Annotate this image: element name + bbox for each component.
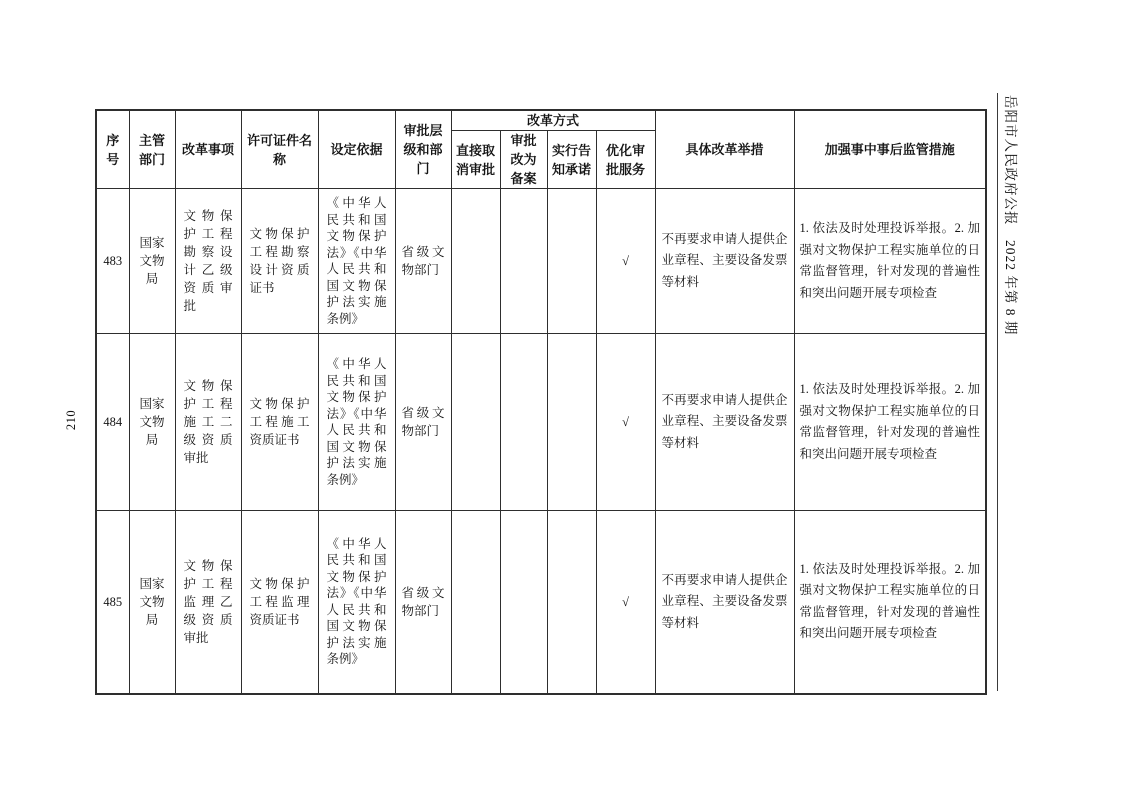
cell-license-name: 文物保护工程监理资质证书 (241, 511, 318, 694)
cell-approval-level: 省级文物部门 (395, 511, 451, 694)
cell-specific-measures: 不再要求申请人提供企业章程、主要设备发票等材料 (655, 334, 794, 511)
header-mode-commitment: 实行告知承诺 (547, 131, 596, 189)
checkmark-optimize: √ (596, 189, 655, 334)
header-mode-optimize: 优化审批服务 (596, 131, 655, 189)
cell-reform-item: 文物保护工程施工二级资质审批 (175, 334, 241, 511)
cell-license-name: 文物保护工程勘察设计资质证书 (241, 189, 318, 334)
cell-approval-level: 省级文物部门 (395, 334, 451, 511)
table-row (96, 334, 986, 511)
cell-supervision-measures: 1. 依法及时处理投诉举报。2. 加强对文物保护工程实施单位的日常监督管理，针对发现的普遍性和突出问题开展专项检查 (794, 189, 986, 334)
header-department: 主管部门 (129, 110, 175, 189)
header-approval-level: 审批层级和部门 (395, 110, 451, 189)
cell-reform-item: 文物保护工程勘察设计乙级资质审批 (175, 189, 241, 334)
reform-items-table (95, 109, 987, 695)
cell-reform-item: 文物保护工程监理乙级资质审批 (175, 511, 241, 694)
cell-specific-measures: 不再要求申请人提供企业章程、主要设备发票等材料 (655, 511, 794, 694)
cell-mode-direct-cancel (451, 511, 500, 694)
cell-mode-commitment (547, 189, 596, 334)
cell-setting-basis: 《中华人民共和国文物保护法》《中华人民共和国文物保护法实施条例》 (318, 334, 395, 511)
header-license-name: 许可证件名称 (241, 110, 318, 189)
cell-mode-direct-cancel (451, 189, 500, 334)
cell-supervision-measures: 1. 依法及时处理投诉举报。2. 加强对文物保护工程实施单位的日常监督管理，针对发现的普遍性和突出问题开展专项检查 (794, 334, 986, 511)
header-serial-number: 序号 (96, 110, 129, 189)
cell-approval-level: 省级文物部门 (395, 189, 451, 334)
cell-mode-direct-cancel (451, 334, 500, 511)
header-reform-item: 改革事项 (175, 110, 241, 189)
header-mode-direct-cancel: 直接取消审批 (451, 131, 500, 189)
sidebar-divider (997, 93, 998, 691)
cell-setting-basis: 《中华人民共和国文物保护法》《中华人民共和国文物保护法实施条例》 (318, 511, 395, 694)
checkmark-optimize: √ (596, 511, 655, 694)
cell-serial-number: 483 (96, 189, 129, 334)
cell-mode-to-record (500, 511, 547, 694)
cell-setting-basis: 《中华人民共和国文物保护法》《中华人民共和国文物保护法实施条例》 (318, 189, 395, 334)
cell-mode-to-record (500, 189, 547, 334)
table-row (96, 189, 986, 334)
cell-serial-number: 485 (96, 511, 129, 694)
cell-department: 国家文物局 (129, 511, 175, 694)
header-setting-basis: 设定依据 (318, 110, 395, 189)
cell-department: 国家文物局 (129, 334, 175, 511)
cell-department: 国家文物局 (129, 189, 175, 334)
cell-specific-measures: 不再要求申请人提供企业章程、主要设备发票等材料 (655, 189, 794, 334)
cell-license-name: 文物保护工程施工资质证书 (241, 334, 318, 511)
checkmark-optimize: √ (596, 334, 655, 511)
header-mode-to-record: 审批改为备案 (500, 131, 547, 189)
table-row (96, 511, 986, 694)
cell-supervision-measures: 1. 依法及时处理投诉举报。2. 加强对文物保护工程实施单位的日常监督管理，针对发现的普遍性和突出问题开展专项检查 (794, 511, 986, 694)
gazette-title-sidebar: 岳阳市人民政府公报 2022 年第 8 期 (1003, 95, 1018, 336)
page-number: 210 (64, 409, 78, 431)
header-specific-measures: 具体改革举措 (655, 110, 794, 189)
header-reform-mode-group: 改革方式 (451, 110, 655, 131)
cell-mode-to-record (500, 334, 547, 511)
cell-mode-commitment (547, 334, 596, 511)
cell-mode-commitment (547, 511, 596, 694)
cell-serial-number: 484 (96, 334, 129, 511)
header-supervision-measures: 加强事中事后监管措施 (794, 110, 986, 189)
